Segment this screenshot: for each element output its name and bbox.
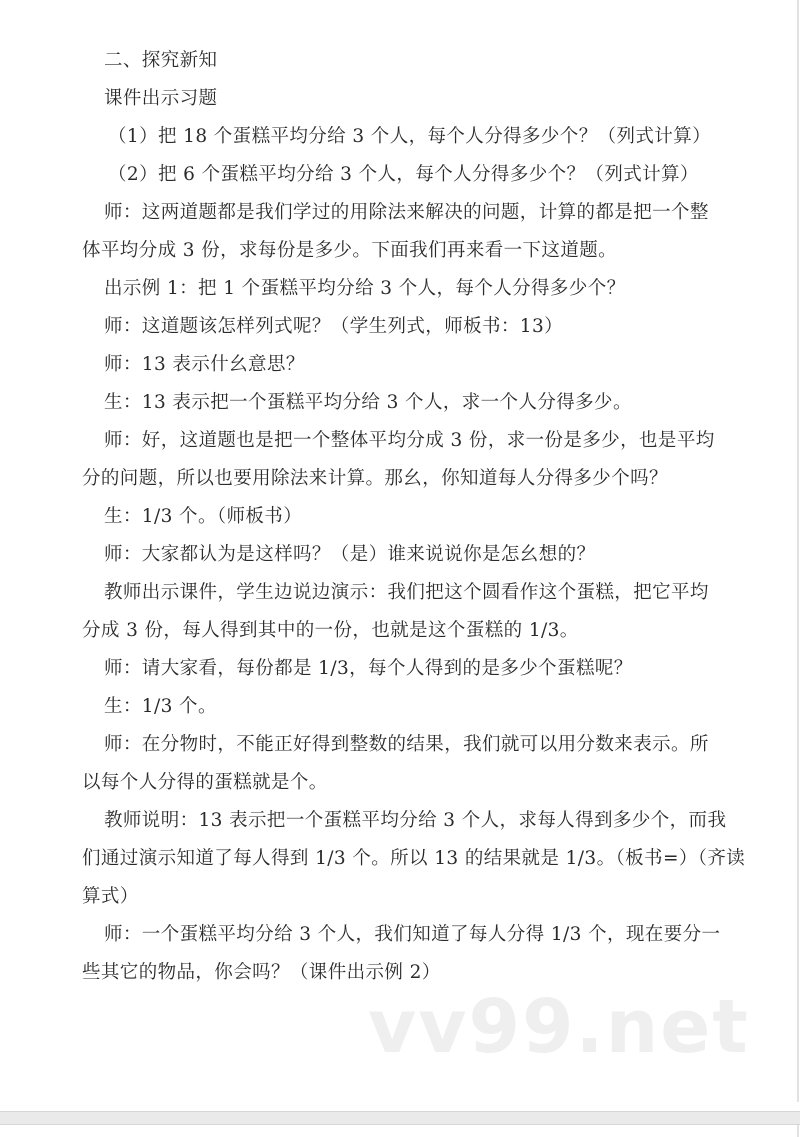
exercise-1: （1）把 18 个蛋糕平均分给 3 个人，每个人分得多少个？（列式计算） <box>108 126 712 147</box>
paragraph-line: 分的问题，所以也要用除法来计算。那幺，你知道每人分得多少个吗？ <box>82 468 668 489</box>
paragraph-line: 生：13 表示把一个蛋糕平均分给 3 个人，求一个人分得多少。 <box>104 392 632 413</box>
section-heading: 二、探究新知 <box>104 50 218 71</box>
document-body <box>82 42 746 992</box>
paragraph-line: 教师出示课件，学生边说边演示：我们把这个圆看作这个蛋糕，把它平均 <box>104 582 709 603</box>
paragraph-line: 教师说明：13 表示把一个蛋糕平均分给 3 个人，求每人得到多少个，而我 <box>104 810 727 831</box>
exercise-2: （2）把 6 个蛋糕平均分给 3 个人，每个人分得多少个？（列式计算） <box>108 164 699 185</box>
next-page <box>0 1125 799 1137</box>
paragraph-line: 体平均分成 3 份，求每份是多少。下面我们再来看一下这道题。 <box>82 240 618 261</box>
paragraph-line: 师：这道题该怎样列式呢？（学生列式，师板书：13） <box>104 316 564 337</box>
page-separator <box>0 1111 800 1125</box>
watermark: vv99.net <box>368 984 750 1070</box>
paragraph-line: 师：在分物时，不能正好得到整数的结果，我们就可以用分数来表示。所 <box>104 734 709 755</box>
paragraph-line: 师：好，这道题也是把一个整体平均分成 3 份，求一份是多少，也是平均 <box>104 430 715 451</box>
paragraph-line: 师：13 表示什幺意思？ <box>104 354 305 375</box>
paragraph-line: 师：请大家看，每份都是 1/3，每个人得到的是多少个蛋糕呢？ <box>104 658 633 679</box>
paragraph-line: 算式） <box>82 886 139 907</box>
paragraph-line: 以每个人分得的蛋糕就是个。 <box>82 772 328 793</box>
example-1: 出示例 1：把 1 个蛋糕平均分给 3 个人，每个人分得多少个？ <box>104 278 626 299</box>
paragraph-line: 师：一个蛋糕平均分给 3 个人，我们知道了每人分得 1/3 个，现在要分一 <box>104 924 721 945</box>
paragraph-line: 生：1/3 个。 <box>104 696 217 717</box>
paragraph-line: 些其它的物品，你会吗？（课件出示例 2） <box>82 962 441 983</box>
paragraph-line: 师：大家都认为是这样吗？（是）谁来说说你是怎幺想的？ <box>104 544 596 565</box>
paragraph-line: 分成 3 份，每人得到其中的一份，也就是这个蛋糕的 1/3。 <box>82 620 579 641</box>
paragraph-line: 们通过演示知道了每人得到 1/3 个。所以 13 的结果就是 1/3。（板书=）（齐读 <box>82 848 746 869</box>
paragraph-line: 师：这两道题都是我们学过的用除法来解决的问题，计算的都是把一个整 <box>104 202 709 223</box>
paragraph-line: 课件出示习题 <box>104 88 218 109</box>
paragraph-line: 生：1/3 个。（师板书） <box>104 506 303 527</box>
